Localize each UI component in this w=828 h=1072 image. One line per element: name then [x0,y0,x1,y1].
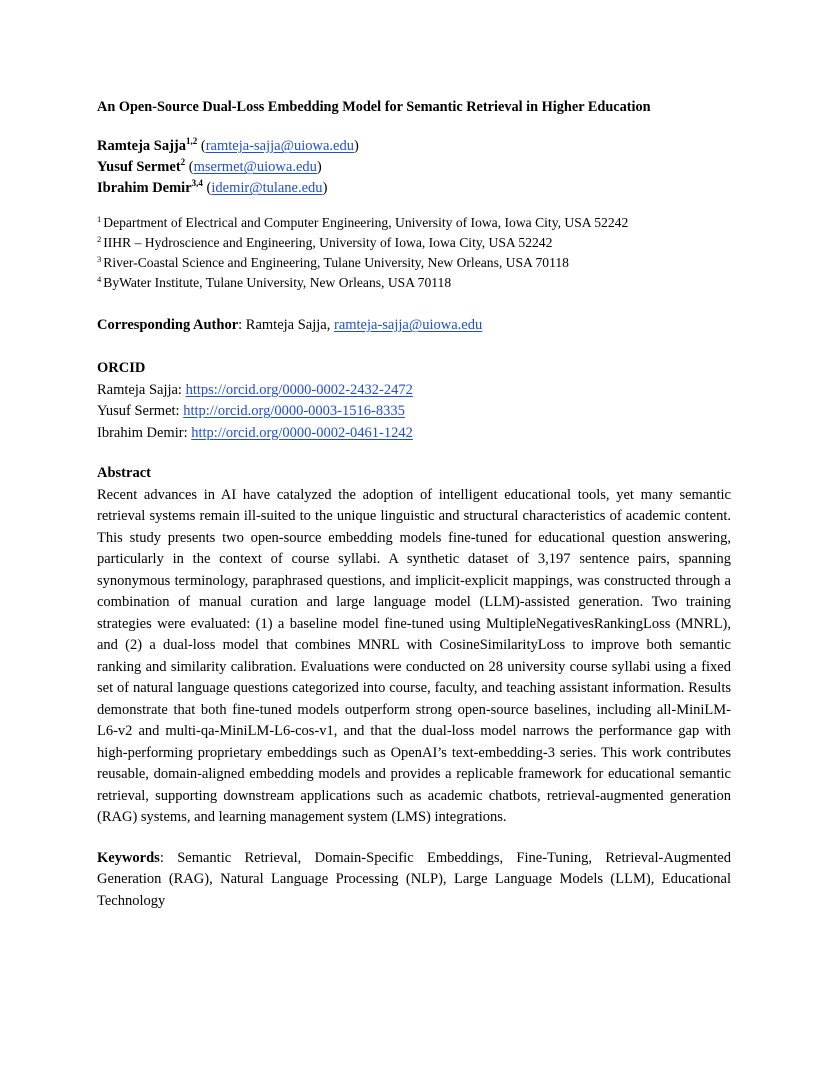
affiliation-text: River-Coastal Science and Engineering, Tulane University, New Orleans, USA 70118 [103,255,569,270]
author-email-link[interactable]: msermet@uiowa.edu [193,159,317,175]
affiliation-number: 3 [97,254,102,264]
orcid-entry [97,401,731,423]
abstract-heading: Abstract [97,465,151,481]
author-entry: Ibrahim Demir$^{3,4}$ (idemir@tulane.edu) [97,178,328,196]
author-name: Ramteja Sajja [97,138,186,154]
orcid-author-name: Ramteja Sajja: [97,381,186,398]
orcid-author-name: Yusuf Sermet: [97,403,184,419]
abstract-body: Recent advances in AI have catalyzed the adoption of intelligent educational tools, yet many semantic retrieval systems remain ill-suited to the unique linguistic and structural characteristics of academic content. This study presents two open-source embedding models fine-tuned for educational question answering, particularly in the context of course syllabi. A synthetic dataset of 3,197 sentence pairs, spanning synonymous terminology, paraphrased questions, and implicit-explicit mappings, was constructed through a combination of manual curation and large language model (LLM)-assisted generation. Two training strategies were evaluated: (1) a baseline model fine-tuned using MultipleNegativesRankingLoss (MNRL), and (2) a dual-loss model that combines MNRL with CosineSimilarityLoss to improve both semantic ranking and similarity calibration. Evaluations were conducted on 28 university course syllabi using a fixed set of natural language questions categorized into course, faculty, and teaching assistant information. Results demonstrate that both fine-tuned models outperform strong open-source baselines, including all-MiniLM-L6-v2 and multi-qa-MiniLM-L6-cos-v1, and that the dual-loss model narrows the performance gap with high-performing proprietary embeddings such as OpenAI’s text-embedding-3 series. This work contributes reusable, domain-aligned embedding models and provides a replicable framework for educational semantic retrieval, supporting downstream applications such as academic chatbots, retrieval-augmented generation (RAG) systems, and learning management system (LMS) integrations. [97,486,731,825]
corresponding-author-label: Corresponding Author [97,317,239,333]
keywords-list: : Semantic Retrieval, Domain-Specific Embeddings, Fine-Tuning, Retrieval-Augmented Generation (RAG), Natural Language Processing (NLP), Large Language Models (LLM), Educational Technology [97,849,731,909]
abstract-section [97,463,731,829]
author-name: Ibrahim Demir [97,180,192,196]
paper-title: An Open-Source Dual-Loss Embedding Model for Semantic Retrieval in Higher Education [97,99,651,115]
orcid-entry [97,423,731,445]
affiliation-number: 2 [97,234,102,244]
orcid-link[interactable]: http://orcid.org/0000-0003-1516-8335 [183,403,405,419]
affiliation-entry [97,233,731,253]
affiliation-text: ByWater Institute, Tulane University, New Orleans, USA 70118 [103,275,452,290]
corresponding-author-name: Ramteja Sajja, [245,317,334,333]
affiliation-entry [97,213,731,233]
author-email-link[interactable]: ramteja-sajja@uiowa.edu [205,138,354,154]
affiliation-text: Department of Electrical and Computer Engineering, University of Iowa, Iowa City, USA 52242 [103,215,629,230]
orcid-author-name: Ibrahim Demir: [97,424,192,441]
paper-page [97,96,731,912]
affiliation-number: 4 [97,274,102,284]
author-list [97,136,731,199]
corresponding-author [97,315,731,336]
author-email-link[interactable]: idemir@tulane.edu [211,180,323,196]
orcid-heading: ORCID [97,360,146,376]
orcid-entry [97,380,731,402]
author-entry: Ramteja Sajja$^{1,2}$ (ramteja-sajja@uiowa.edu) [97,136,359,154]
affiliation-text: IIHR – Hydroscience and Engineering, University of Iowa, Iowa City, USA 52242 [103,235,553,250]
orcid-link[interactable]: https://orcid.org/0000-0002-2432-2472 [185,381,413,398]
author-affiliation-superscript: 2 [180,157,186,167]
orcid-link[interactable]: http://orcid.org/0000-0002-0461-1242 [191,424,413,441]
corresponding-author-separator: : [238,317,246,333]
orcid-section [97,358,731,444]
affiliation-list [97,213,731,293]
keywords-label: Keywords [97,849,160,866]
author-name: Yusuf Sermet [97,159,181,175]
keywords-section [97,848,731,913]
affiliation-number: 1 [97,214,102,224]
affiliation-entry [97,273,731,293]
author-affiliation-superscript: 1,2 [186,136,198,146]
author-entry: Yusuf Sermet$^2$ (msermet@uiowa.edu) [97,157,322,175]
corresponding-author-email-link[interactable]: ramteja-sajja@uiowa.edu [333,317,483,333]
affiliation-entry [97,253,731,273]
author-affiliation-superscript: 3,4 [191,178,203,188]
